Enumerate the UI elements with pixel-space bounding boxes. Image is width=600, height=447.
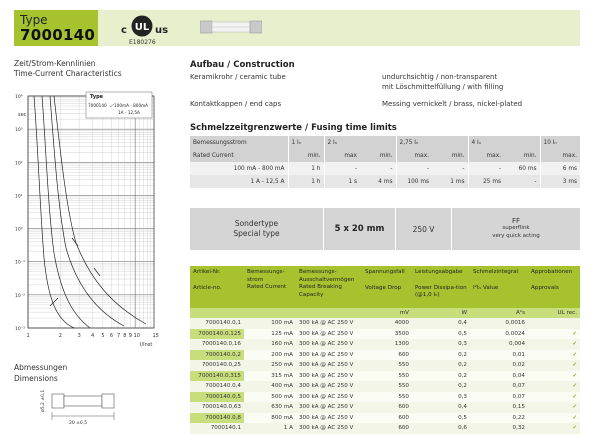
article-cell-current: 500 mA	[244, 392, 296, 403]
fusing-table	[190, 136, 580, 188]
article-cell-power: 0,2	[412, 381, 470, 392]
fusing-cell: 1 s	[324, 175, 360, 188]
article-head-melt	[470, 266, 528, 308]
chart-x-axis-label: I/Inst	[140, 342, 153, 348]
article-cell-drop: 550	[362, 381, 412, 392]
chart-y-tick-label: 10⁻²	[15, 293, 25, 299]
article-cell-power: 0,2	[412, 350, 470, 361]
article-row	[190, 318, 580, 329]
fusing-cell: 100 ms	[396, 175, 432, 188]
chart-y-tick-label: 10⁰	[15, 227, 23, 233]
article-cell-art: 7000140.0,5	[190, 392, 244, 403]
fusing-cell: -	[324, 162, 360, 175]
fusing-minmax-3: min.	[360, 149, 396, 162]
article-head-art-de: Artikel-Nr.	[193, 269, 221, 275]
chart-y-tick-label: 10²	[15, 161, 23, 167]
article-cell-drop: 600	[362, 402, 412, 413]
construction-title: Aufbau / Construction	[190, 60, 295, 70]
chart-x-ticks	[27, 333, 159, 339]
article-head-appr-de: Approbationen	[531, 269, 573, 275]
chart-legend-range-1: 100mA - 800mA	[114, 103, 149, 108]
unit-appr: UL rec.	[528, 308, 580, 318]
article-cell-drop: 600	[362, 413, 412, 424]
chart-x-tick-label: 9	[128, 333, 132, 339]
article-cell-current: 800 mA	[244, 413, 296, 424]
article-cell-melt: 0,02	[470, 360, 528, 371]
article-cell-drop: 3500	[362, 329, 412, 340]
chart-y-tick-label: 10³	[15, 128, 23, 134]
fusing-mult-3: 2,75 Iₙ	[396, 136, 432, 149]
chart-x-tick-label: 2	[58, 333, 62, 339]
construction-row-2-label: Kontaktkappen / end caps	[190, 100, 282, 108]
fusing-cell: 60 ms	[504, 162, 540, 175]
chart-x-tick-label: 5	[101, 333, 105, 339]
fusing-mult-5: 10 Iₙ	[540, 136, 580, 149]
special-size: 5 x 20 mm	[324, 208, 396, 250]
article-row	[190, 350, 580, 361]
fusing-cell: -	[360, 162, 396, 175]
type-code: 7000140	[20, 26, 96, 44]
chart-grid	[28, 96, 154, 328]
article-cell-breaking: 300 kA @ AC 250 V	[296, 318, 362, 329]
article-cell-drop: 550	[362, 371, 412, 382]
article-cell-melt: 0,07	[470, 381, 528, 392]
special-very-quick: very quick acting	[492, 232, 540, 239]
fusing-minmax-8: max.	[540, 149, 580, 162]
svg-text:UL: UL	[134, 22, 150, 33]
article-head-drop-de: Spannungsfall	[365, 269, 405, 275]
article-head-breaking-en: Rated Breaking Capacity	[299, 284, 342, 298]
article-cell-breaking: 300 kA @ AC 250 V	[296, 350, 362, 361]
article-head-breaking-de: Bemessungs-Ausschaltvermögen	[299, 269, 355, 283]
fusing-cell: -	[432, 162, 468, 175]
article-head-power	[412, 266, 470, 308]
fusing-minmax-1: min.	[288, 149, 324, 162]
fusing-head-label-2: Rated Current	[190, 149, 288, 162]
article-cell-breaking: 300 kA @ AC 250 V	[296, 423, 362, 434]
article-head-drop	[362, 266, 412, 308]
article-cell-current: 630 mA	[244, 402, 296, 413]
article-cell-melt: 0,04	[470, 371, 528, 382]
article-row	[190, 423, 580, 434]
chart-x-tick-label: 6	[109, 333, 114, 339]
article-cell-current: 100 mA	[244, 318, 296, 329]
article-cell-current: 1 A	[244, 423, 296, 434]
special-type-bar	[190, 208, 580, 250]
article-cell-appr: ✓	[528, 360, 580, 371]
article-cell-melt: 0,22	[470, 413, 528, 424]
article-units-row	[190, 308, 580, 318]
article-cell-drop: 4000	[362, 318, 412, 329]
fusing-minmax-6: max.	[468, 149, 504, 162]
fusing-row-current: 1 A - 12,5 A	[190, 175, 288, 188]
article-cell-power: 0,3	[412, 339, 470, 350]
fusing-row-current: 100 mA - 800 mA	[190, 162, 288, 175]
fusing-cell: 1 ms	[432, 175, 468, 188]
special-speed	[452, 208, 580, 250]
article-cell-melt: 0,01	[470, 350, 528, 361]
article-cell-melt: 0,32	[470, 423, 528, 434]
fusing-mult-2: 2 Iₙ	[324, 136, 360, 149]
article-cell-power: 0,3	[412, 392, 470, 403]
article-cell-appr: ✓	[528, 413, 580, 424]
article-head-power-en: Power Dissipa-tion (@1,0 Iₙ)	[415, 284, 467, 298]
article-head-melt-en: I²tₛ Value	[473, 284, 499, 291]
fusing-mult-4: 4 Iₙ	[468, 136, 504, 149]
article-cell-breaking: 300 kA @ AC 250 V	[296, 360, 362, 371]
unit-drop: mV	[362, 308, 412, 318]
article-row	[190, 381, 580, 392]
article-cell-appr: ✓	[528, 371, 580, 382]
article-cell-breaking: 300 kA @ AC 250 V	[296, 413, 362, 424]
article-cell-art: 7000140.0,25	[190, 360, 244, 371]
chart-y-axis-label: sec	[18, 112, 27, 118]
article-cell-power: 0,5	[412, 413, 470, 424]
article-cell-art: 7000140.0,125	[190, 329, 244, 340]
unit-melt: A²s	[470, 308, 528, 318]
article-cell-art: 7000140.0,4	[190, 381, 244, 392]
article-cell-art: 7000140.0,315	[190, 371, 244, 382]
chart-x-tick-label: 7	[117, 333, 121, 339]
article-cell-drop: 600	[362, 350, 412, 361]
article-head-power-de: Leistungsabgabe	[415, 269, 463, 275]
fusing-title: Schmelzzeitgrenzwerte / Fusing time limits	[190, 123, 397, 133]
chart-x-tick-label: 1	[26, 333, 30, 339]
article-cell-appr: ✓	[528, 392, 580, 403]
article-cell-breaking: 300 kA @ AC 250 V	[296, 392, 362, 403]
article-cell-appr: ✓	[528, 381, 580, 392]
article-cell-melt: 0,07	[470, 392, 528, 403]
article-row	[190, 329, 580, 340]
type-label: Type	[20, 13, 48, 27]
article-cell-melt: 0,004	[470, 339, 528, 350]
article-cell-appr: ✓	[528, 329, 580, 340]
article-head-drop-en: Voltage Drop	[365, 284, 402, 291]
ul-listed-logo	[120, 13, 176, 41]
chart-x-tick-label: 4	[91, 333, 95, 339]
fusing-cell: 3 ms	[540, 175, 580, 188]
article-cell-current: 125 mA	[244, 329, 296, 340]
dimension-diameter-label: ø5,2 ±0,1	[41, 389, 46, 412]
article-cell-power: 0,4	[412, 318, 470, 329]
article-cell-drop: 600	[362, 423, 412, 434]
article-head-appr	[528, 266, 580, 308]
chart-x-tick-label: 15	[152, 333, 159, 339]
article-cell-drop: 550	[362, 360, 412, 371]
curves-title	[14, 59, 122, 79]
article-cell-current: 200 mA	[244, 350, 296, 361]
fusing-mult-1: 1 Iₙ	[288, 136, 324, 149]
article-cell-current: 250 mA	[244, 360, 296, 371]
article-cell-art: 7000140.0,8	[190, 413, 244, 424]
construction-row-1-label: Keramikrohr / ceramic tube	[190, 73, 286, 81]
special-ff: FF	[511, 216, 521, 225]
dimensions-title-en: Dimensions	[14, 374, 58, 383]
fusing-cell: 4 ms	[360, 175, 396, 188]
chart-legend-range-2: 1A - 12,5A	[118, 110, 140, 115]
article-cell-appr: ✓	[528, 423, 580, 434]
time-current-chart	[14, 88, 174, 350]
article-rows	[190, 318, 580, 434]
unit-power: W	[412, 308, 470, 318]
construction-row-2-value-1: Messing vernickelt / brass, nickel-plated	[382, 100, 523, 108]
article-cell-drop: 550	[362, 392, 412, 403]
article-cell-appr: ✓	[528, 350, 580, 361]
article-cell-art: 7000140.1	[190, 423, 244, 434]
fusing-cell: 6 ms	[540, 162, 580, 175]
article-row	[190, 392, 580, 403]
article-head-melt-de: Schmelzintegral	[473, 269, 519, 275]
fusing-minmax-5: min.	[432, 149, 468, 162]
special-type-label	[190, 208, 324, 250]
special-superflink: superflink	[502, 225, 530, 232]
article-cell-power: 0,4	[412, 402, 470, 413]
article-cell-breaking: 300 kA @ AC 250 V	[296, 371, 362, 382]
article-cell-art: 7000140.0,1	[190, 318, 244, 329]
curves-title-en: Time-Current Characteristics	[14, 69, 122, 78]
article-cell-current: 315 mA	[244, 371, 296, 382]
article-row	[190, 371, 580, 382]
construction-row-1-value-1: undurchsichtig / non-transparent	[382, 73, 498, 81]
article-cell-melt: 0,15	[470, 402, 528, 413]
article-cell-breaking: 300 kA @ AC 250 V	[296, 339, 362, 350]
article-cell-art: 7000140.0,63	[190, 402, 244, 413]
article-cell-current: 400 mA	[244, 381, 296, 392]
article-cell-breaking: 300 kA @ AC 250 V	[296, 381, 362, 392]
article-cell-art: 7000140.0,16	[190, 339, 244, 350]
article-cell-current: 160 mA	[244, 339, 296, 350]
fusing-row	[190, 162, 580, 175]
svg-text:c: c	[121, 25, 127, 36]
chart-y-tick-label: 10¹	[15, 194, 23, 200]
construction-row-1-value-2: mit Löschmittelfüllung / with filling	[382, 83, 504, 91]
chart-y-tick-label: 10⁻³	[15, 327, 25, 332]
article-row	[190, 360, 580, 371]
article-cell-melt: 0,0024	[470, 329, 528, 340]
chart-x-tick-label: 3	[77, 333, 81, 339]
article-cell-power: 0,2	[412, 371, 470, 382]
special-voltage: 250 V	[396, 208, 452, 250]
dimensions-title-de: Abmessungen	[14, 363, 68, 372]
article-head-rated	[244, 266, 296, 308]
chart-legend-title: Type	[90, 94, 104, 100]
article-head-rated-en: Rated Current	[247, 284, 287, 290]
special-type-en: Special type	[233, 229, 280, 238]
chart-y-tick-label: 10⁻¹	[15, 260, 25, 266]
article-head-rated-de: Bemessungs-strom	[247, 269, 285, 283]
fusing-cell: -	[504, 175, 540, 188]
article-head-art	[190, 266, 244, 308]
article-cell-power: 0,5	[412, 329, 470, 340]
article-head-breaking	[296, 266, 362, 308]
chart-curve	[54, 96, 149, 324]
chart-x-tick-label: 10	[133, 333, 141, 339]
article-cell-breaking: 300 kA @ AC 250 V	[296, 402, 362, 413]
chart-y-tick-label: 10⁴	[15, 95, 23, 100]
article-cell-drop: 1300	[362, 339, 412, 350]
fusing-cell: 25 ms	[468, 175, 504, 188]
chart-curve	[50, 96, 124, 326]
fusing-cell: 1 h	[288, 175, 324, 188]
fusing-minmax-2: max	[324, 149, 360, 162]
article-cell-power: 0,6	[412, 423, 470, 434]
article-row	[190, 413, 580, 424]
fusing-minmax-7: min.	[504, 149, 540, 162]
article-row	[190, 339, 580, 350]
fusing-cell: -	[396, 162, 432, 175]
chart-x-tick-label: 8	[123, 333, 127, 339]
article-table	[190, 266, 580, 434]
article-head-art-en: Article-no.	[193, 284, 222, 291]
chart-y-ticks	[15, 94, 25, 332]
fusing-cell: 1 h	[288, 162, 324, 175]
fusing-row	[190, 175, 580, 188]
curves-title-de: Zeit/Strom-Kennlinien	[14, 59, 96, 68]
fusing-head-label-1: Bemessungsstrom	[190, 136, 288, 149]
article-row	[190, 402, 580, 413]
article-cell-appr: ✓	[528, 339, 580, 350]
article-cell-breaking: 300 kA @ AC 250 V	[296, 329, 362, 340]
dimension-length-label: 20 ±0,5	[69, 421, 88, 426]
fusing-minmax-4: max.	[396, 149, 432, 162]
article-head-appr-en: Approvals	[531, 284, 559, 291]
chart-legend-type: 7000140	[88, 103, 107, 108]
article-cell-appr: ✓	[528, 402, 580, 413]
special-type-de: Sondertype	[234, 219, 279, 228]
glass-fuse-image	[200, 18, 262, 36]
article-cell-power: 0,2	[412, 360, 470, 371]
ul-logo-caption: cULus	[121, 40, 124, 41]
ul-file-number: E180276	[129, 39, 156, 46]
svg-text:us: us	[155, 25, 169, 36]
article-cell-art: 7000140.0,2	[190, 350, 244, 361]
article-cell-melt: 0,0016	[470, 318, 528, 329]
article-cell-appr	[528, 318, 580, 329]
fusing-cell: -	[468, 162, 504, 175]
dimension-drawing	[14, 386, 134, 436]
dimensions-title	[14, 362, 67, 384]
